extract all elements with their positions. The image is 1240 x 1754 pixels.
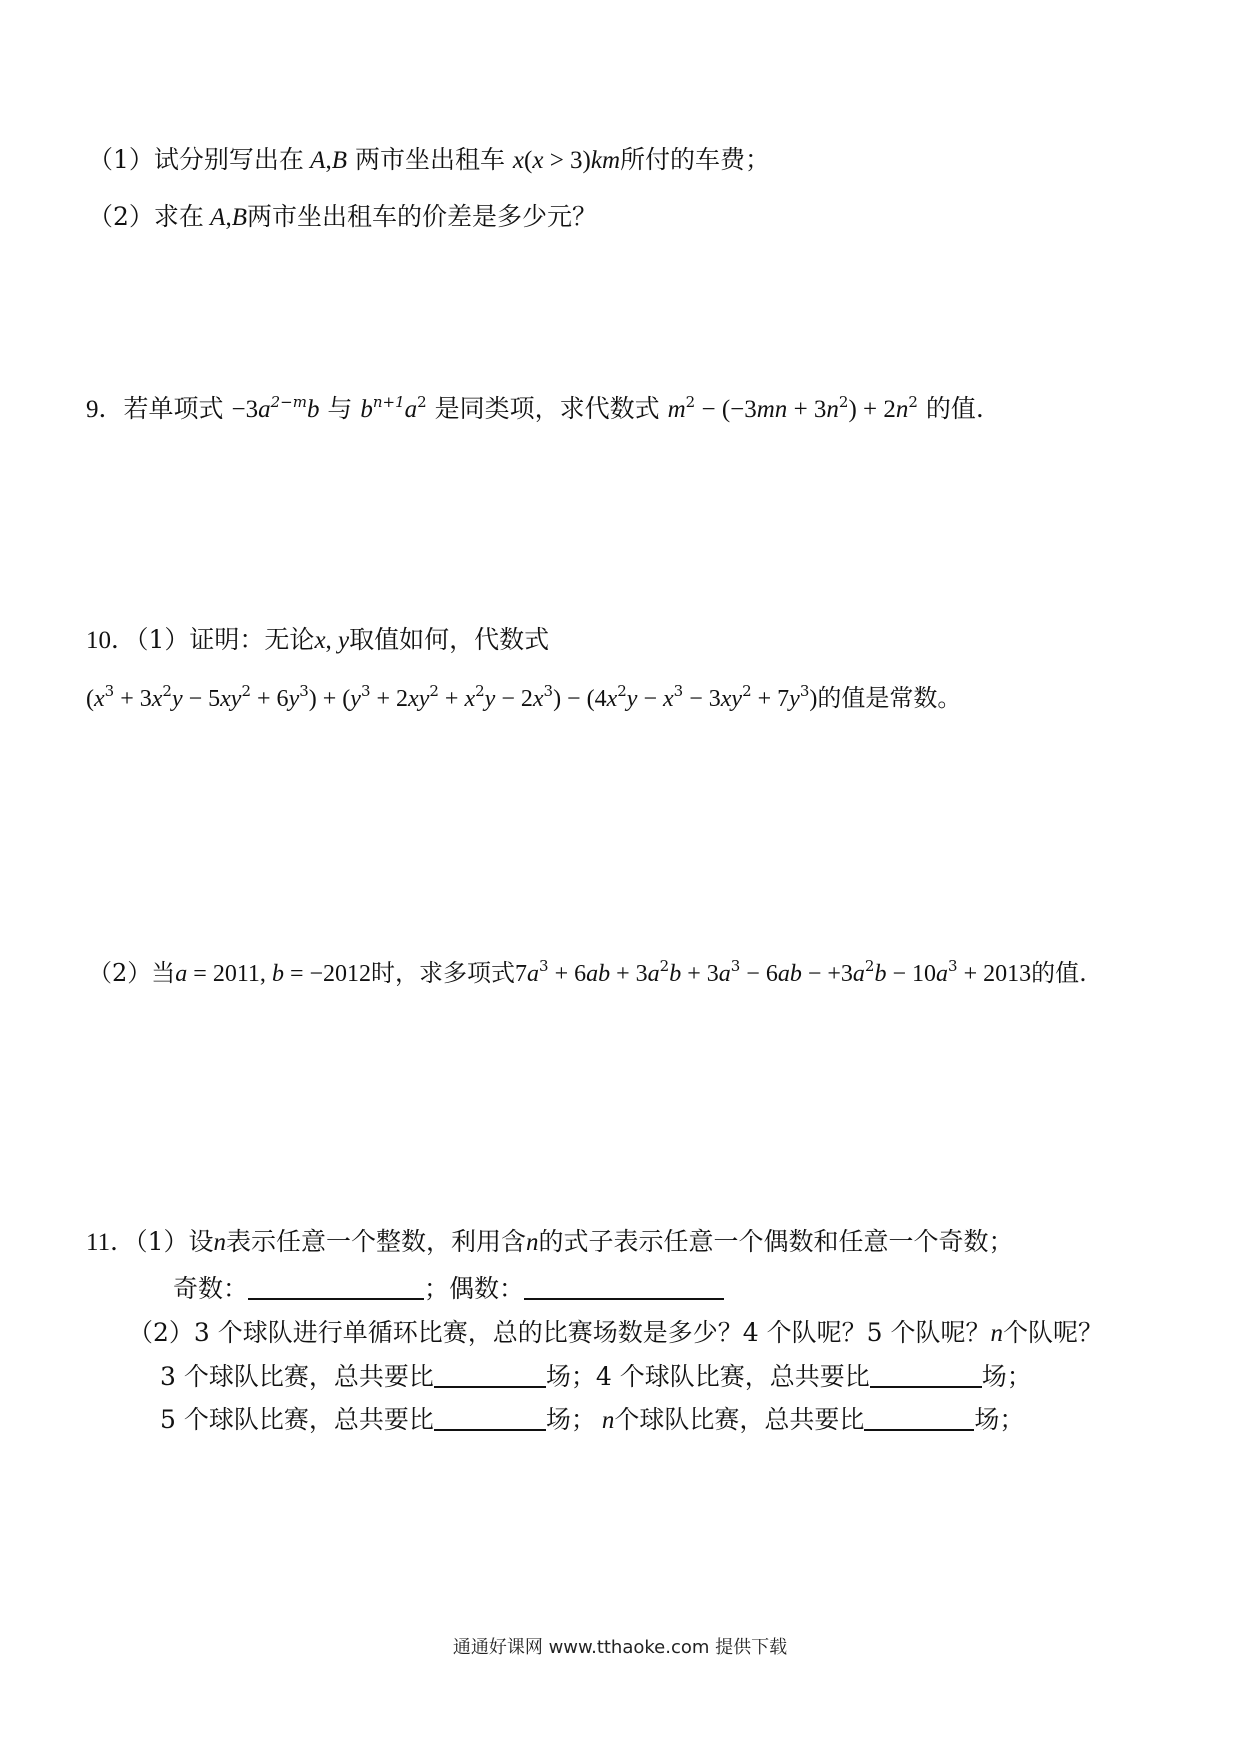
three-team-blank[interactable]	[434, 1360, 546, 1388]
q8-part1: （1）试分别写出在 A,B 两市坐出租车 x(x > 3)km所付的车费；	[88, 145, 771, 174]
question-11-row2: 5 个球队比赛，总共要比 场； n个球队比赛，总共要比 场；	[160, 1405, 1025, 1434]
even-answer-blank[interactable]	[524, 1272, 724, 1300]
page-footer: 通通好课网 www.tthaoke.com 提供下载	[452, 1637, 788, 1658]
question-11-row1: 3 个球队比赛，总共要比 场；4 个球队比赛，总共要比 场；	[160, 1362, 1032, 1391]
question-10-expression: $(x^3 + 3x^2y - 5xy^2 + 6y^3) + (y^3 + 2xy^2 + x^2y - 2x^3) - (4x^2y - x^3 - 3xy^2 + 7y^3)$的值是常数。	[86, 682, 962, 712]
question-10-part1: 10．（1）证明：无论x, y取值如何，代数式	[86, 625, 550, 654]
question-10-part2: （2）当a = 2011, b = −2012时，求多项式$7a^3 + 6ab + 3a^2b + 3a^3 - 6ab - +3a^2b - 10a^3 + 2013$的值.	[88, 957, 1087, 987]
q8-part2: （2）求在 A,B两市坐出租车的价差是多少元？	[88, 202, 597, 231]
question-11-part1: 11．（1）设n表示任意一个整数，利用含n的式子表示任意一个偶数和任意一个奇数；	[86, 1227, 1014, 1256]
four-team-blank[interactable]	[870, 1360, 982, 1388]
n-team-blank[interactable]	[864, 1403, 974, 1431]
question-9: 9．若单项式 $-3a^{2-m}b$ 与 $b^{n+1}a^2$ 是同类项，求代数式 $m^2 - (-3mn + 3n^2) + 2n^2$ 的值.	[86, 393, 984, 423]
odd-answer-blank[interactable]	[248, 1272, 424, 1300]
question-11-part2: （2）3 个球队进行单循环比赛，总的比赛场数是多少？4 个队呢？5 个队呢？n个队呢？	[128, 1318, 1103, 1347]
five-team-blank[interactable]	[434, 1403, 546, 1431]
question-11-answer-row: 奇数： ；偶数：	[173, 1272, 724, 1306]
